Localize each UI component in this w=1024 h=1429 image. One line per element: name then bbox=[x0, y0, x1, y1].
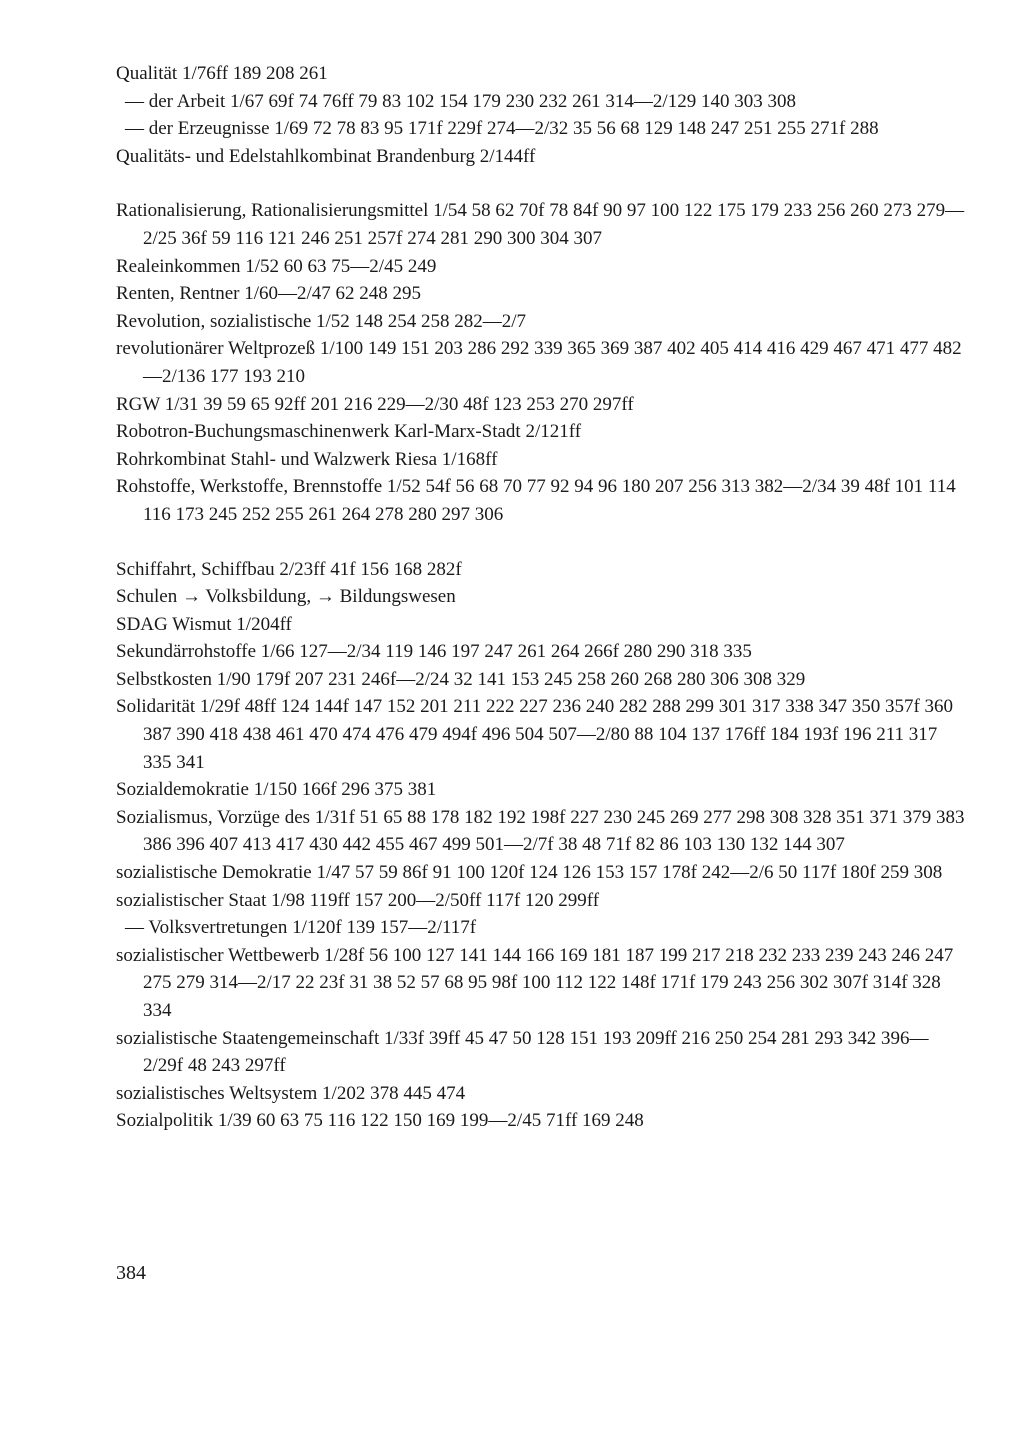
index-entry: Schulen → Volksbildung, → Bildungswesen bbox=[116, 586, 456, 608]
index-entry: Robotron-Buchungsmaschinenwerk Karl-Marx-Stadt 2/121ff bbox=[116, 421, 582, 443]
index-subentry: — der Arbeit 1/67 69f 74 76ff 79 83 102 154 179 230 232 261 314—2/129 140 303 308 bbox=[125, 90, 796, 112]
index-entry: Rohstoffe, Werkstoffe, Brennstoffe 1/52 54f 56 68 70 77 92 94 96 180 207 256 313 382—2/34 39 48f 101 114 116 173 245 252 255 261 264 278 280 297 306 bbox=[116, 476, 956, 525]
index-entry: Sekundärrohstoffe 1/66 127—2/34 119 146 197 247 261 264 266f 280 290 318 335 bbox=[116, 641, 752, 663]
index-list bbox=[116, 60, 966, 1135]
index-entry: SDAG Wismut 1/204ff bbox=[116, 613, 292, 635]
index-entry: Sozialdemokratie 1/150 166f 296 375 381 bbox=[116, 779, 437, 801]
index-entry: Sozialismus, Vorzüge des 1/31f 51 65 88 178 182 192 198f 227 230 245 269 277 298 308 328 351 371 379 383 386 396 407 413 417 430 442 455 467 499 501—2/7f 38 48 71f 82 86 103 130 132 144 307 bbox=[116, 806, 965, 856]
index-entry: sozialistisches Weltsystem 1/202 378 445 474 bbox=[116, 1082, 466, 1104]
index-entry: Sozialpolitik 1/39 60 63 75 116 122 150 169 199—2/45 71ff 169 248 bbox=[116, 1110, 644, 1132]
index-entry: Selbstkosten 1/90 179f 207 231 246f—2/24 32 141 153 245 258 260 268 280 306 308 329 bbox=[116, 668, 806, 690]
index-entry: sozialistische Staatengemeinschaft 1/33f 39ff 45 47 50 128 151 193 209ff 216 250 254 281 293 342 396—2/29f 48 243 297ff bbox=[116, 1027, 929, 1077]
index-entry: Revolution, sozialistische 1/52 148 254 258 282—2/7 bbox=[116, 310, 527, 332]
index-entry: RGW 1/31 39 59 65 92ff 201 216 229—2/30 48f 123 253 270 297ff bbox=[116, 393, 634, 415]
index-subentry: — Volksvertretungen 1/120f 139 157—2/117f bbox=[125, 917, 477, 939]
index-entry: Rohrkombinat Stahl- und Walzwerk Riesa 1/168ff bbox=[116, 448, 498, 470]
page-number: 384 bbox=[116, 1262, 146, 1284]
index-entry: sozialistischer Wettbewerb 1/28f 56 100 127 141 144 166 169 181 187 199 217 218 232 233 239 243 246 247 275 279 314—2/17 22 23f 31 38 52 57 68 95 98f 100 112 122 148f 171f 179 243 256 302 307f 314f 328 334 bbox=[116, 944, 954, 1021]
index-entry: revolutionärer Weltprozeß 1/100 149 151 203 286 292 339 365 369 387 402 405 414 416 429 467 471 477 482—2/136 177 193 210 bbox=[116, 338, 962, 387]
index-entry: Renten, Rentner 1/60—2/47 62 248 295 bbox=[116, 283, 422, 305]
index-entry: Realeinkommen 1/52 60 63 75—2/45 249 bbox=[116, 255, 437, 277]
index-entry: sozialistische Demokratie 1/47 57 59 86f 91 100 120f 124 126 153 157 178f 242—2/6 50 117f 180f 259 308 bbox=[116, 862, 943, 884]
index-entry: Rationalisierung, Rationalisierungsmittel 1/54 58 62 70f 78 84f 90 97 100 122 175 179 233 256 260 273 279—2/25 36f 59 116 121 246 251 257f 274 281 290 300 304 307 bbox=[116, 200, 965, 249]
index-entry: Qualität 1/76ff 189 208 261 bbox=[116, 63, 328, 84]
index-entry: Schiffahrt, Schiffbau 2/23ff 41f 156 168 282f bbox=[116, 558, 462, 580]
index-entry: sozialistischer Staat 1/98 119ff 157 200—2/50ff 117f 120 299ff bbox=[116, 889, 600, 911]
index-entry: Qualitäts- und Edelstahlkombinat Brandenburg 2/144ff bbox=[116, 145, 536, 167]
index-subentry: — der Erzeugnisse 1/69 72 78 83 95 171f 229f 274—2/32 35 56 68 129 148 247 251 255 271f 288 bbox=[125, 118, 879, 140]
index-entry: Solidarität 1/29f 48ff 124 144f 147 152 201 211 222 227 236 240 282 288 299 301 317 338 347 350 357f 360 387 390 418 438 461 470 474 476 479 494f 496 504 507—2/80 88 104 137 176ff 184 193f 196 211 317 335 341 bbox=[116, 696, 954, 773]
